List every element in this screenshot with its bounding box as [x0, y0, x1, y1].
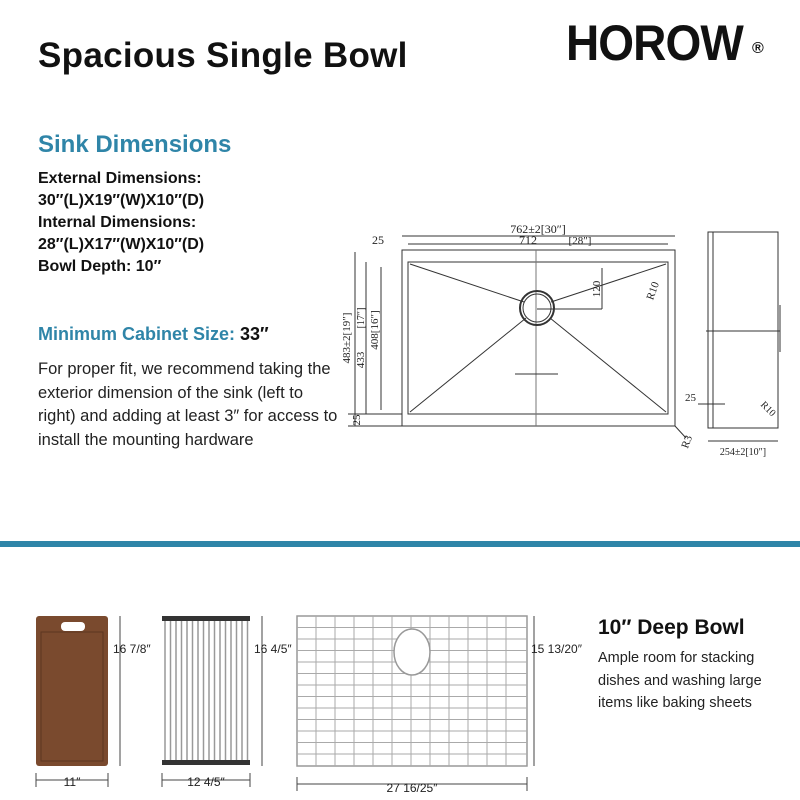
rack-height-label: 16 4/5″: [254, 642, 292, 656]
page-title: Spacious Single Bowl: [38, 36, 408, 75]
side-flange-label: 25: [685, 392, 696, 404]
bowl-depth: Bowl Depth: 10″: [38, 258, 162, 275]
grid-width-label: 27 16/25″: [386, 781, 438, 795]
drain-offset-label: 120: [591, 280, 603, 298]
flange-label: 25: [372, 233, 384, 247]
width-408-label: 408[16″]: [369, 310, 381, 350]
side-radius-label: R10: [757, 399, 778, 420]
cabinet-label: Minimum Cabinet Size:: [38, 324, 236, 344]
deep-bowl-heading: 10″ Deep Bowl: [598, 616, 745, 639]
board-height-label: 16 7/8″: [113, 642, 151, 656]
inner-length-inch-label: [28″]: [568, 235, 592, 247]
deep-bowl-text: Ample room for stacking dishes and washing large items like baking sheets: [598, 650, 762, 711]
sink-dimensions-heading: Sink Dimensions: [38, 131, 232, 158]
grid-height-label: 15 13/20″: [531, 642, 582, 656]
registered-mark: ®: [752, 40, 764, 57]
width-433-inch-label: [17″]: [356, 307, 367, 329]
drain-circle: [520, 291, 554, 325]
sink-side-view: [708, 232, 778, 428]
roll-up-drying-rack: [162, 616, 250, 765]
bottom-flange-label: 25: [351, 414, 363, 426]
accessories-drawing: [0, 560, 590, 800]
overall-width-label: 483±2[19″]: [341, 312, 353, 364]
cutting-board: [36, 616, 108, 766]
internal-dimensions-value: 28″(L)X17″(W)X10″(D): [38, 236, 205, 253]
board-width-label: 11″: [63, 775, 81, 789]
overall-length-label: 762±2[30″]: [510, 222, 566, 236]
fit-description: For proper fit, we recommend taking the exterior dimension of the sink (left to right) and adding at least 3″ for access to install the mounting hardware: [38, 360, 338, 449]
rack-width-label: 12 4/5″: [187, 775, 225, 789]
internal-dimensions-label: Internal Dimensions:: [38, 214, 197, 231]
sink-outer-outline: [402, 250, 675, 426]
corner-radius-label: R10: [644, 280, 662, 302]
external-dimensions-value: 30″(L)X19″(W)X10″(D): [38, 192, 205, 209]
board-handle-hole: [61, 622, 85, 631]
depth-label: 254±2[10″]: [719, 447, 767, 458]
inner-length-label: 712: [519, 233, 537, 247]
width-433-label: 433: [355, 351, 367, 369]
bottom-grid: [297, 616, 527, 766]
section-divider: [0, 541, 800, 547]
sink-inner-outline: [408, 262, 668, 414]
brand-logo: HOROW: [566, 15, 743, 71]
external-dimensions-label: External Dimensions:: [38, 170, 202, 187]
grid-drain-opening: [394, 629, 430, 675]
outer-radius-label: R3: [679, 433, 696, 451]
cabinet-value: 33″: [240, 324, 269, 344]
